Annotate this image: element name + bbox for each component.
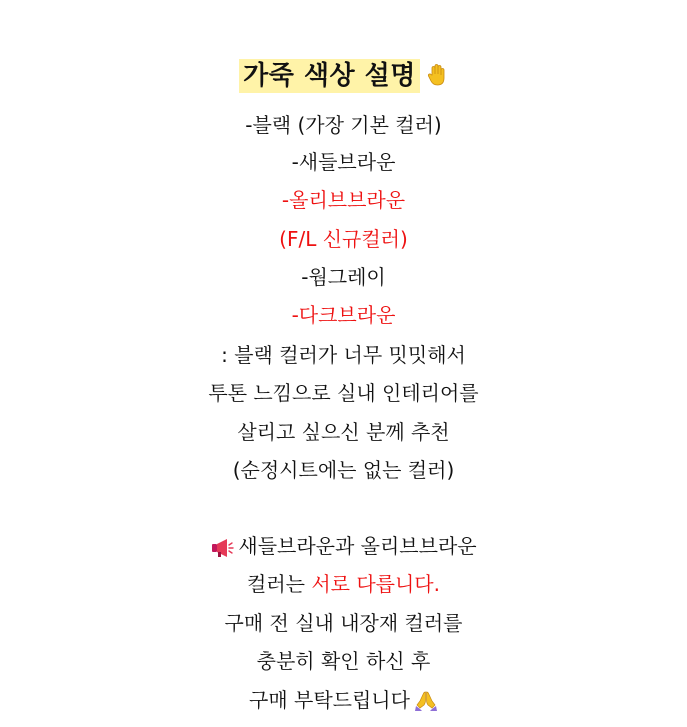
- title-row: [0, 57, 687, 95]
- description-line-1: : 블랙 컬러가 너무 밋밋해서: [221, 343, 466, 367]
- notice-text-2-prefix: 컬러는: [247, 572, 312, 596]
- notice-line-4: 충분히 확인 하신 후: [256, 649, 431, 673]
- description-line-2: 투톤 느낌으로 실내 인테리어를: [208, 381, 479, 405]
- megaphone-icon: [210, 536, 234, 556]
- notice-line-3: 구매 전 실내 내장재 컬러를: [224, 611, 463, 635]
- notice-line-5: [0, 685, 687, 715]
- praying-hands-icon: [414, 688, 438, 712]
- color-item-dark-brown: -다크브라운: [291, 303, 396, 327]
- description-line-3: 살리고 싶으신 분께 추천: [237, 420, 450, 444]
- notice-text-1: 새들브라운과 올리브브라운: [238, 534, 477, 558]
- description-line-4: (순정시트에는 없는 컬러): [232, 458, 455, 482]
- color-item-new-color-note: (F/L 신규컬러): [279, 227, 408, 251]
- page-title: 가죽 색상 설명: [239, 59, 420, 93]
- color-item-warm-gray: -웜그레이: [301, 265, 386, 289]
- color-item-black: -블랙 (가장 기본 컬러): [245, 113, 442, 137]
- notice-line-1: [0, 531, 687, 561]
- notice-text-5: 구매 부탁드립니다: [249, 688, 410, 712]
- notice-line-2: [0, 569, 687, 599]
- notice-text-2-highlight: 서로 다릅니다.: [311, 572, 440, 596]
- color-item-saddle-brown: -새들브라운: [291, 150, 396, 174]
- color-item-olive-brown: -올리브브라운: [281, 188, 406, 212]
- raised-hand-icon: [426, 63, 448, 90]
